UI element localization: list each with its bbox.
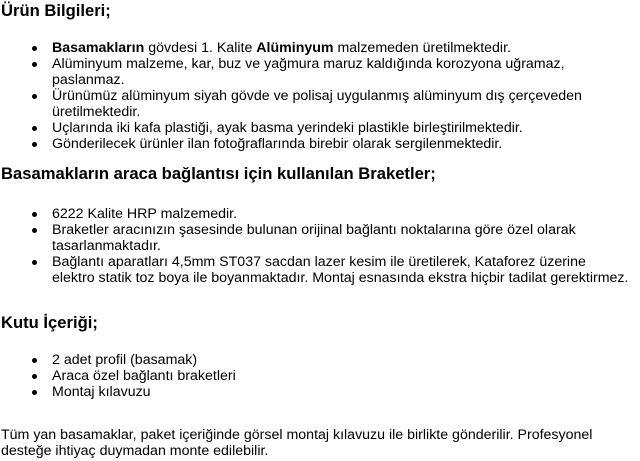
- list-item: [0, 120, 640, 136]
- list-item-text: Uçlarında iki kafa plastiği, ayak basma yerindeki plastikle birleştirilmektedir.: [52, 120, 523, 136]
- section-heading-box-contents: Kutu İçeriği;: [1, 313, 98, 332]
- brackets-list: [0, 206, 640, 286]
- box-contents-list: [0, 352, 640, 400]
- list-item-text: Montaj kılavuzu: [52, 384, 151, 400]
- section-heading-product-info: Ürün Bilgileri;: [1, 1, 111, 20]
- list-item: [0, 352, 640, 368]
- list-item-text: Alüminyum malzeme, kar, buz ve yağmura maruz kaldığında korozyona uğramaz, paslanmaz.: [52, 56, 565, 88]
- list-item-text: 2 adet profil (basamak): [52, 352, 198, 368]
- list-item-text: Araca özel bağlantı braketleri: [52, 368, 236, 384]
- bold-text: Basamakların: [52, 40, 145, 56]
- list-item: [0, 222, 592, 254]
- list-item-text: gövdesi 1. Kalite: [144, 40, 257, 56]
- list-item-text: Bağlantı aparatları 4,5mm ST037 sacdan lazer kesim ile üretilerek, Kataforez üzerine elektro statik toz boya ile boyanmaktadır. Montaj esnasında ekstra hiçbir tadilat gerektirmez.: [52, 254, 629, 286]
- list-item-text: Braketler aracınızın şasesinde bulunan orijinal bağlantı noktalarına göre özel olarak tasarlanmaktadır.: [52, 222, 576, 254]
- list-item: [0, 56, 640, 88]
- footer-note: Tüm yan basamaklar, paket içeriğinde görsel montaj kılavuzu ile birlikte gönderilir. Profesyonel desteğe ihtiyaç duymadan monte edilebilir.: [1, 427, 593, 459]
- list-item: [0, 40, 640, 56]
- list-item: [0, 136, 640, 152]
- section-heading-brackets: Basamakların araca bağlantısı için kullanılan Braketler;: [1, 164, 436, 183]
- list-item: [0, 368, 640, 384]
- list-item: [0, 254, 632, 286]
- list-item-text: Ürünümüz alüminyum siyah gövde ve polisaj uygulanmış alüminyum dış çerçeveden üretilmektedir.: [52, 88, 582, 120]
- bold-text: Alüminyum: [256, 40, 334, 56]
- list-item: [0, 88, 600, 120]
- list-item-text: 6222 Kalite HRP malzemedir.: [52, 206, 238, 222]
- list-item: [0, 206, 640, 222]
- list-item-text: Gönderilecek ürünler ilan fotoğraflarında birebir olarak sergilenmektedir.: [52, 136, 503, 152]
- product-info-list: [0, 40, 640, 152]
- list-item-text: malzemeden üretilmektedir.: [333, 40, 511, 56]
- list-item: [0, 384, 640, 400]
